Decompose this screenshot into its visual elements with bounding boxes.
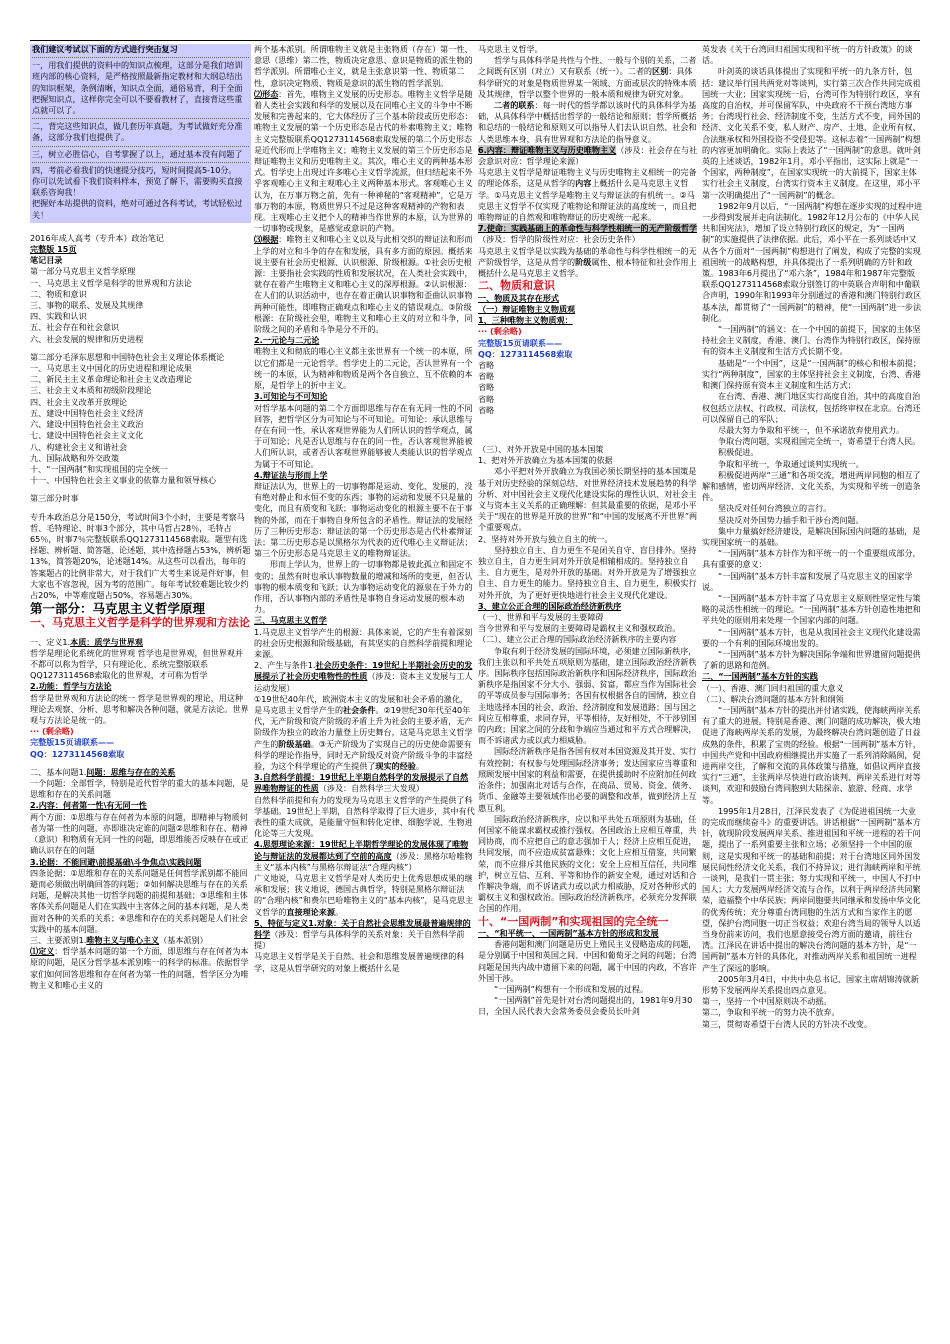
mission-title: 7.使命：实践基础上的革命性与科学性相统一的无产阶级哲学 <box>478 223 698 234</box>
paragraph: 坚决反对外国势力插手和干涉台湾问题。 <box>718 514 864 525</box>
mission-heading <box>478 223 699 245</box>
relation-paragraph <box>478 100 699 145</box>
paragraph: 1、把对外开放确立为基本国策的依据 <box>478 455 613 466</box>
content-heading <box>478 145 699 167</box>
paragraph: 马克思主义哲学。 <box>478 44 543 54</box>
notice-line: 你可以先试看下我们资料样本，预览了解下，需要购买直接联系咨询我！ <box>32 176 243 198</box>
text: ①19世纪40年代，欧洲资本主义的发展和社会矛盾的激化，是马克思主义哲学产生的 <box>254 693 469 715</box>
paragraph: “一国两制”构想有一个形成和发展的过程。 <box>494 984 649 995</box>
paragraph: 当今世界和平与发展的主要障碍是霸权主义和强权政治。 <box>478 623 681 634</box>
paragraph: 国际经济新秩序是指各国有权对本国资源及其开发、实行有效控制；有权参与处理国际经济事务；发达国家应当尊重和照顾发展中国家的利益和需要，在提供援助时不应附加任何政治条件；加强南北对话与合作，在商品、贸易、资金、债务、货币、金融等主要领域作出必要的调整和改革，做到经济上互惠互利。 <box>478 746 697 813</box>
toc-item: 十、“一国两制”和实现祖国的完全统一 <box>30 463 168 474</box>
school-tail: （基本派别） <box>159 934 208 945</box>
paragraph: 2005年3月4日，中共中央总书记、国家主席胡锦涛就新形势下发展两岸关系提出四点意见。 <box>702 973 919 996</box>
text: ：每一时代的哲学都以该时代的具体科学为基础，从具体科学中概括出哲学的一般结论和原则；哲学所概括和总结的一般结论和原则又可以指导人们去认识自然、社会和人类思维本身，具有世界观和方法论的指导意义。 <box>478 100 697 144</box>
text: 广义地说，马克思主义哲学是对人类历史上优秀思想成果的继承和发展；狭义地说，德国古典哲学，特别是黑格尔辩证法的“合理内核”和费尔巴哈唯物主义的“基本内核”，是马克思主义哲学的 <box>254 873 474 917</box>
paragraph: “一国两制”基本方针丰富和发展了马克思主义的国家学说。 <box>702 570 913 592</box>
object-body: 马克思主义哲学是关于自然、社会和思维发展普遍规律的科学，这是从哲学研究的对象上概括什么是 <box>254 951 465 973</box>
paragraph: “一国两制”的涵义：在一个中国的前提下，国家的主体坚持社会主义制度，香港、澳门、台湾作为特别行政区，保持原有的资本主义制度和生活方式长期不变。 <box>702 324 921 357</box>
paragraph: “一国两制”基本方针为解决国际争端和世界遗留问题提供了新的思路和范例。 <box>702 648 921 671</box>
def-lead: 一、定义1. <box>30 636 71 647</box>
toc-item: 四、社会主义改革开放理论 <box>30 396 128 407</box>
dialectics-body: 辩证法认为，世界上的一切事物都是运动、变化、发展的，没有绝对静止和永恒不变的东西；事物的运动和发展不只是量的变化，而且有质变和飞跃；事物运动变化的根源主要不在于事物的外部，而在于事物自身所包含的矛盾性。辩证法的发展经历了三种历史形态：辩证法的第一个历史形态是古代朴素辩证法；第二历史形态是以黑格尔为代表的近代唯心主义辩证法；第三个历史形态是马克思主义的唯物辩证法。 <box>254 480 473 559</box>
omitted-marker: ··· (剩余略) <box>30 726 74 737</box>
basic-problem-heading <box>30 767 251 778</box>
text: 哲学与具体科学是共性与个性、一般与个别的关系，二者之间既有区别（对立）又有联系（统一）。二者的 <box>478 55 697 77</box>
notice-line: 三，树立必胜信心，自考掌握了以上，通过基本没有问题了 <box>32 148 243 159</box>
section1-heading: 一、马克思主义哲学是科学的世界观和方法论 <box>30 616 250 630</box>
function-heading: 2.功能：哲学与方法论 <box>30 681 112 692</box>
paragraph: 国际政治经济新秩序，应以和平共处五项原则为基础，任何国家不能谋求霸权或推行强权。各国政治上应相互尊重，共同协商，而不应把自己的意志强加于人；经济上应相互促进，共同发展，而不应造成贫富悬殊；文化上应相互借鉴，共同繁荣，而不应排斥其他民族的文化；安全上应相互信任，共同维护，树立互信、互利、平等和协作的新安全观，通过对话和合作解决争端，而不诉诸武力或以武力相威胁，反对各种形式的霸权主义和强权政治。国际政治经济新秩序，必须充分发挥联合国的作用。 <box>478 813 697 914</box>
paragraph: 1982年9月以后，“一国两制”构想在逐步实现的过程中进一步得到发展并走向法制化。1982年12月公布的《中华人民共和国宪法》，增加了设立特别行政区的规定，为“一国两制”的实施提供了法律依据。此后，邓小平在一系列谈话中又从各个方面对“一国两制”构想进行了阐发，构成了完整的实现祖国统一的战略构想，并具体提出了一系列明确的方针和政策。1983年6月提出了“邓六条”，1984年和1987年完整版联系QQ1273114568索取分别签订的中英联合声明和中葡联合声明，1990年和1993年分别通过的香港和澳门特别行政区基本法，都贯彻了“一国两制”的精神，使“一国两制”进一步法制化。 <box>702 200 923 323</box>
notice-line: 二，背完这些知识点，做几套历年真题，为考试做好充分准备，这部分我们也提供了。 <box>32 121 243 143</box>
notice-divider <box>32 118 249 119</box>
column-4 <box>702 44 923 1334</box>
toc-item: 五、社会存在和社会意识 <box>30 322 120 333</box>
keyword: 社会条件 <box>343 704 376 715</box>
notice-title: 我们建议考试以下面的方式进行突击复习 <box>32 44 178 54</box>
toc-item: 九、国际战略和外交政策 <box>30 452 120 463</box>
keyword: 阶级 <box>575 256 592 267</box>
theory-title: 4.思想理论来源：19世纪上半期哲学理论的发展体现了唯物论与辩证法的发展都达到了空前的高度 <box>254 839 469 861</box>
science-title: 3.自然科学前提：19世纪上半期自然科学的发展提示了自然界唯物辩证的性质 <box>254 772 469 794</box>
content-body: 两个方面：①思维与存在何者为本原的问题，即精神与物质何者为第一性的问题，亦即谁决定谁的问题②思维和存在、精神（意识）和物质有无同一性的问题，即思维能否反映存在或正确认识存在的问题 <box>30 811 249 856</box>
toc-item: 八、构建社会主义和谐社会 <box>30 441 128 452</box>
text: 。③无产阶级为了实现自己的历史使命需要有科学的理论作指导，同时无产阶级反对资产阶级斗争的丰富经验，为这个科学理论的产生提供了 <box>254 738 473 771</box>
monism-body: 唯物主义和彻底的唯心主义都主张世界有一个统一的本原，所以它们都是一元论哲学。哲学史上的二元论，否认世界有一个统一的本原，认为精神和物质是两个各自独立、互不依赖的本原，是哲学上的折中主义。 <box>254 346 473 391</box>
paragraph: （一）、香港、澳门回归祖国的重大意义 <box>702 682 844 693</box>
science-tail: （涉及：自然科学三大发现） <box>318 783 424 794</box>
forms-text: ：首先，唯物主义发展的历史形态。唯物主义哲学是随着人类社会实践和科学的发展以及在同唯心主义的斗争中不断发展和完善起来的，它大体经历了三个基本阶段或历史形态：唯物主义发展的第一个历史形态是古代的朴素唯物主义；唯物主义完整版联系QQ1273114568索取发展的第二个历史形态是近代形而上学唯物主义；唯物主义发展的第三个历史形态是辩证唯物主义和历史唯物主义。其次，唯心主义的两种基本形式。哲学史上出现过许多唯心主义哲学流派，但归结起来不外乎客观唯心主义和主观唯心主义两种基本形式。客观唯心主义认为，在万事万物之前，先有一种神秘的“客观精神”，它是万事万物的本原，物质世界只不过是这种客观精神的产物和表现。主观唯心主义把个人的精神当作世界的本原，认为世界的一切事物或现象，是感觉或意识的产物。 <box>254 88 473 234</box>
theory-tail: （涉及：黑格尔哈唯物主义“基本内核”与黑格尔辩证法“合理内核”） <box>254 850 473 872</box>
forms-paragraph <box>254 89 475 235</box>
keyword: 内容 <box>575 178 592 189</box>
edition-label: 完整版 15页 <box>30 244 77 255</box>
definition-body: 哲学是理论化系统化的世界观 哲学也是世界观，但世界观并不都可以称为哲学，只有理论化、系统完整版联系QQ1273114568索取化的世界观，才可称为哲学 <box>30 647 244 681</box>
part2-title: 第二部分毛泽东思想和中国特色社会主义理论体系概论 <box>30 351 225 362</box>
notice-divider <box>32 162 249 163</box>
paragraph: 第二，争取和平统一的努力决不放弃。 <box>702 1007 840 1018</box>
def-title: 本质：质学与世界观 <box>70 636 143 647</box>
omitted-line: 省略 <box>478 393 495 404</box>
paragraph: 第一，坚持一个中国原则决不动摇。 <box>702 996 832 1007</box>
paragraph: 两个基本派别。所谓唯物主义就是主张物质（存在）第一性、意思（思维）第二性，物质决定意思、意识是物质的派生物的哲学派别。所谓唯心主义，就是主张意识第一性、物质第二性，意识决定物质、物质是意识的派生物的哲学派别。 <box>254 44 473 88</box>
paragraph: 尽最大努力争取和平统一，但不承诺放弃使用武力。 <box>718 424 905 435</box>
paragraph: （二）、建立公正合理的国际政治经济新秩序的主要内容 <box>478 634 677 645</box>
school-title: 唯物主义与唯心主义 <box>86 934 160 945</box>
science-heading <box>254 772 475 794</box>
doc-title: 2016年成人高考（专升本）政治笔记 <box>30 232 164 243</box>
toc-item: 六、建设中国特色社会主义政治 <box>30 419 144 430</box>
roots-label: ⑶根据 <box>254 234 279 245</box>
study-notice <box>30 44 251 223</box>
forms-label: ⑵形态 <box>254 88 279 99</box>
content-tail: （涉及：社会存在与社会意识对应：哲学理论来源） <box>478 144 698 167</box>
paragraph: 基础是“一个中国”，这是“一国两制”的核心和根本前提；实行“两种制度”，国家的主体坚持社会主义制度，台湾、香港和澳门保持原有资本主义制度和生活方式； <box>702 357 921 391</box>
function-body: 哲学是世界观和方法论的统一 哲学是世界观的理论，用这种理论去观察、分析、思考和解决各种问题，就是方法论。世界观与方法论是统一的。 <box>30 692 249 726</box>
omitted-line: 省略 <box>478 404 495 415</box>
paragraph: 争取有利于经济发展的国际环境，必须建立国际新秩序，我们主张以和平共处五项原则为基础，建立国际政治经济新秩序。国际秩序包括国际政治新秩序和国际经济秩序，国际政治新秩序是指国家不分大小、强弱、贫富，都应当作为国际社会的平等成员参与国际事务；各国有权根据各自的国情，独立自主地选择本国的社会、政治、经济制度和发展道路；国与国之间应互相尊重，求同存异，平等相待，友好相处，不干涉别国的内政；国家之间的分歧和争端应当通过和平方式合理解决，而不诉诸武力或以武力相威胁。 <box>478 645 697 746</box>
basic-title: 问题：思维与存在的关系 <box>86 766 176 777</box>
subheading: （一）辩证唯物主义物质观 <box>478 303 576 314</box>
paragraph: 第三，贯彻寄希望于台湾人民的方针决不改变。 <box>702 1018 872 1029</box>
paragraph: 争取台湾问题，实现祖国完全统一，寄希望于台湾人民。 <box>718 436 921 447</box>
text: 上概括什么是马克思主义哲学。①马克思主义哲学是唯物主义与辩证法的有机统一。②马克思主义哲学不仅实现了唯物论和辩证法的高度统一，而且把唯物辩证的自然观和唯物辩证的历史观统一起来。 <box>478 178 697 223</box>
paragraph: 争取和平统一，争取通过谈判实现统一。 <box>718 458 864 469</box>
intro-paragraph: 专升本政治总分是150分，考试时间3个小时，主要是考察马哲、毛特理论、时事3个部分，其中马哲占28％，毛特占65％，时事7％完整版联系QQ1273114568索取。题型有选择题、辨析题、简答题、论述题，其中选择题占53%，辨析题13%，简答题20%，论述题14%。从这些可以看出，每年的答案题占的比例非常大，对于我们广大考生来说是件好事，但大家也不容忽视，因为考的范围广。每年考试较难题比较少约占20%，中等难度题占50%，容易题占30%。 <box>30 511 251 600</box>
toc-item: 七、建设中国特色社会主义文化 <box>30 430 144 441</box>
mission-tail: （涉及：哲学的阶级性对应：社会历史条件） <box>478 234 640 245</box>
content-heading: 2.内容：何者第一性\有无同一性 <box>30 800 147 811</box>
top-rule <box>30 40 920 41</box>
column-3 <box>478 44 699 1334</box>
paragraph: （二）、解决台湾问题的基本方针和纲领 <box>702 693 844 704</box>
school-heading <box>30 935 251 946</box>
qq-contact: QQ：1273114568索取 <box>478 348 573 359</box>
paragraph: 坚持独立自主、自力更生不是闭关自守、盲目排外。坚持独立自主，自力更生同对外开放是相辅相成的。坚持独立自主、自力更生，是对外开放的基础。对外开放是为了增强独立自主、自力更生的能力。坚持独立自主、自力更生，积极实行对外开放，为了更好更快地进行社会主义现代化建设。 <box>478 544 697 600</box>
keyword: 二者的联系 <box>494 100 535 111</box>
text: 马克思主义哲学是辩证唯物主义与历史唯物主义相统一的完备的理论体系，这是从哲学的 <box>478 167 697 189</box>
notes-label: 笔记目录 <box>30 255 63 266</box>
argument-body: 四条论据：①思维和存在的关系问题是任何哲学派别都不能回避而必须做出明确回答的问题；②如何解决思维与存在的关系问题，是解决其他一切哲学问题的前提和基础；③思维和主体客体关系问题是人们在实践中主客体之间的基本问题，是人类面对各种的关系的关系；④思维和存在的关系问题是人们社会实践中的基本问题。 <box>30 867 249 934</box>
toc-item: 三、社会主义本质和初级阶段理论 <box>30 385 152 396</box>
column-1 <box>30 44 251 1334</box>
paragraph: “一国两制”基本方针，也是从我国社会主义现代化建设需要的一个有利的国际环境出发的。 <box>702 626 921 648</box>
paragraph: （三）、对外开放是中国的基本国策 <box>478 444 604 454</box>
paragraph: 2、坚持对外开放与独立自主的统一。 <box>478 533 613 544</box>
object-tail: （涉及：哲学与具体科学的关系对象：关于自然科学前提） <box>254 929 465 951</box>
toc-item: 一、马克思主义中国化的历史进程和理论成果 <box>30 363 192 374</box>
omitted-line: 省略 <box>478 371 495 382</box>
omitted-line: 省略 <box>478 359 495 370</box>
paragraph: 邓小平把对外开放确立为我国必须长期坚持的基本国策是基于对历史经验的深刻总结、对世界经济技术发展趋势的科学分析、对中国社会主义现代化建设实际的理性认识、对社会主义与资本主义关系的正确理解：但其最重要的依据，是邓小平关于“现在的世界是开放的世界”和“中国的发展离不开世界”两个重要观点。 <box>478 466 698 533</box>
keyword: 直接理论来源 <box>286 906 335 917</box>
paragraph: 集中力量搞好经济建设，是解决国际国内问题的基础，是实现国家统一的基础。 <box>702 525 921 547</box>
paragraph: 积极促进。 <box>718 447 759 458</box>
omitted-line: 省略 <box>478 382 495 393</box>
text: 马克思主义哲学是以实践为基础的革命性与科学性相统一的无产阶级哲学，这是从哲学的 <box>478 245 697 267</box>
qq-contact: QQ：1273114568索取 <box>30 748 125 759</box>
mission-body <box>478 246 699 280</box>
knowability-body: 对哲学基本问题的第二个方面即思维与存在有无同一性的不同回答，把哲学区分为可知论与不可知论。可知论：承认思维与存在有同一性，承认客观世界能为人们所认识的哲学观点，属于可知论；凡是否认思维与存在的同一性，否认客观世界能被人们所认识，或者否认客观世界能够被人类能认识的哲学观点为属于不可知论。 <box>254 402 473 469</box>
paragraph: 叶剑英的谈话具体提出了实现和平统一的九条方针，包括：建议举行国共两党对等谈判，实行第三次合作共同完成祖国统一大业；国家实现统一后，台湾可作为特别行政区，享有高度的自治权，并可保留军队，中央政府不干预台湾地方事务；台湾现行社会、经济制度不变，生活方式不变，同外国的经济、文化关系不变，私人财产、房产、土地、企业所有权、合法继承权和外国投资不受侵犯等。这标志着“一国两制”构想的内容更加明确化。实际上表达了“一国两制”的意思。就叶剑英的上述谈话，1982年1月，邓小平指出，这实际上就是“一个国家，两种制度”，在国家实现统一的大前提下，国家主体实行社会主义制度，台湾实行资本主义制度。在这里，邓小平第一次明确提出了“一国两制”的概念。 <box>702 66 921 200</box>
theory-body: 广义地说，马克思主义哲学是对人类历史上优秀思想成果的继承和发展；狭义地说，德国古典哲学，特别是黑格尔辩证法的“合理内核”和费尔巴哈唯物主义的“基本内核”，是马克思主义哲学的直接理论来源。 <box>254 873 474 917</box>
notice-line: 把握好本站提供的资料，绝对可通过各科考试，考试轻松过关！ <box>32 198 243 220</box>
def-label: ⑴定义 <box>30 946 55 957</box>
school-lead: 三、主要派别1. <box>30 934 87 945</box>
paragraph: 积极促进两岸“三通”和各项交流，增进两岸同胞的相互了解和感情，密切两岸经济、文化关系，为实现和平统一创造条件。 <box>702 469 921 503</box>
def-text: ：哲学基本问题的第一个方面，即思维与存在何者为本原的问题，是区分哲学基本派别唯一的科学的标准。依据哲学家们如何回答思维和存在何者为第一性的问题，哲学区分为唯物主义和唯心主义的 <box>30 946 249 990</box>
contact-line: 完整版15页请联系—— <box>478 337 563 348</box>
toc-item: 一、马克思主义哲学是科学的世界观和方法论 <box>30 277 192 288</box>
subheading: 1、三种唯物主义物质观： <box>478 315 573 326</box>
paragraph: 英发表《关于台湾回归祖国实现和平统一的方针政策》的谈话。 <box>702 44 913 66</box>
knowability-heading: 3.可知论与不可知论 <box>254 391 328 402</box>
omitted-marker: ··· (剩余略) <box>478 326 522 337</box>
science-body: 自然科学前提和有力的发现为马克思主义哲学的产生提供了科学基础。19世纪上半期，自然科学取得了巨大进步，其中有代表性的重大成就，是能量守恒和转化定律、细胞学说、生物进化论等三大发现。 <box>254 794 475 839</box>
paragraph: （一）、世界和平与发展的主要障碍 <box>478 612 604 623</box>
paragraph: 坚决反对任何台湾独立的言行。 <box>718 503 832 514</box>
toc-item: 四、实践和认识 <box>30 311 87 322</box>
conditions-title: 社会历史条件：19世纪上半期社会历史的发展提示了社会历史唯物性的性质 <box>254 660 473 682</box>
conditions-body: ①19世纪40年代，欧洲资本主义的发展和社会矛盾的激化，是马克思主义哲学产生的社会条件。②19世纪30年代至40年代，无产阶级和资产阶级的矛盾上升为社会的主要矛盾，无产阶级作为独立的政治力量登上历史舞台，这是马克思主义哲学产生的阶级基础。③无产阶级为了实现自己的历史使命需要有科学的理论作指导，同时无产阶级反对资产阶级斗争的丰富经验，为这个科学理论的产生提供了现实的经验。 <box>254 693 473 771</box>
toc-item: 六、社会发展的规律和历史进程 <box>30 333 144 344</box>
argument-heading: 3.论据：不能回避\前提基础\斗争焦点\实践问题 <box>30 856 202 867</box>
order-heading: 3、建立公正合理的国际政治经济新秩序 <box>478 600 622 611</box>
paragraph: 香港问题和澳门问题是历史上殖民主义侵略造成的问题，是分别属于中国和英国之间、中国和葡萄牙之间的问题；台湾问题是国共内战中遗留下来的问题，属于中国的内政，不容许外国干涉。 <box>478 939 697 983</box>
relation-paragraph <box>478 55 699 100</box>
paragraph: “一国两制”基本方针的提出并付诸实践，使海峡两岸关系有了重大的进展。特别是香港、澳门问题的成功解决，极大地促进了海峡两岸关系的发展，为最终解决台湾问题创造了日益成熟的条件，积累了宝贵的经验。根据“一国两制”基本方针，中国共产党和中国政府相继提出并实施了一系列消除隔阂，促进两岸交往，了解和交流的具体政策与措施，如倡议两岸直接实行“三通”，主张两岸尽快进行政治谈判、两岸关系进行对等谈判，欢迎和鼓励台湾同胞到大陆探亲、旅游、经商、求学等。 <box>702 704 921 805</box>
notice-line: 四，考前必看我们的快速提分技巧，短时间提高5-10分。 <box>32 164 237 175</box>
column-2 <box>254 44 475 1334</box>
basic-problem-body: 一个问题：全部哲学，特别是近代哲学的重大的基本问题，是思维和存在的关系问题 <box>30 778 249 800</box>
object-title: 5、特征与定义1.对象：关于自然社会思维发展最普遍规律的科学 <box>254 917 471 940</box>
keyword: 区别 <box>652 66 669 77</box>
paragraph: “一国两制”基本方针作为和平统一的一个重要组成部分，具有重要的意义： <box>702 548 921 570</box>
paragraph: 1995年1月28日，江泽民发表了《为促进祖国统一大业的完成而继续奋斗》的重要讲话。讲话根据“一国两制”基本方针，就现阶段发展两岸关系、推进祖国和平统一进程的若干问题，提出了一系列重要主张和立场；必须坚持一个中国的原则，这是实现和平统一的基础和前提；对于台湾地区同外国发展民间性经济文化关系，我们不持异议；进行海峡两岸和平统一谈判，是我们一贯主张；努力实现和平统一，中国人不打中国人；大力发展两岸经济交流与合作，以利于两岸经济共同繁荣，造福整个中华民族；两岸同胞要共同继承和发扬中华文化的优秀传统；充分尊重台湾同胞的生活方式和当家作主的愿望，保护台湾同胞一切正当权益；欢迎台湾当局的领导人以适当身份前来访问，我们也愿意接受台湾方面的邀请，前往台湾。江泽民在讲话中提出的解决台湾问题的基本方针，是“一国两制”基本方针的具体化，对推动两岸关系和祖国统一进程产生了深远的影响。 <box>702 805 921 973</box>
section2-heading: 二、物质和意识 <box>478 279 555 293</box>
keyword: 现实的经验 <box>375 761 416 771</box>
conditions-lead: 2、产生与条件1. <box>254 660 316 671</box>
definition-paragraph <box>30 946 251 991</box>
paragraph: “一国两制”基本方针丰富了马克思主义原则性坚定性与策略的灵活性相统一的理论。“一国两制”基本方针创造性地把和平共处的原则用来处理一个国家内部的问题。 <box>702 592 921 626</box>
paragraph: “一国两制”首先是针对台湾问题提出的，1981年9月30日，全国人民代表大会常务委员会委员长叶剑 <box>478 995 693 1017</box>
content-body <box>478 167 699 223</box>
subheading: 一、物质及其存在形式 <box>478 292 559 303</box>
text: ：具体科学研究的对象是物质世界某一领域、方面或层次的特殊本质及其规律，哲学以整个世界的一般本质和规律为研究对象。 <box>478 66 697 99</box>
roots-paragraph <box>254 234 475 335</box>
notice-line: 一，用我们提供的资料中的知识点梳理，这部分是我们培训班内部的核心资料，是严格按照最新指定教材和大纲总结出的知识框架，条例清晰，知识点全面，通俗易背，利于全面把握知识点，这样你完全可以不要看教材了，直接背这些重点就可以了。 <box>32 60 243 116</box>
toc-item: 十一、中国特色社会主义事业的依靠力量和领导核心 <box>30 475 217 486</box>
roots-text: ：唯物主义和唯心主义以及与此相交织的辩证法和形而上学的对立和斗争的存在和发展，具有多方面的原因。概括来说主要有社会历史根源、认识根源、阶级根源。①社会历史根源：主要指社会实践的性质和发展状况，在人类社会实践中，就存在着产生唯物主义和唯心主义的深厚根源。②认识根源：在人们的认识活动中，也存在着正确认识事物和歪曲认识事物两种可能性，即唯物正确观点和唯心主义的错误观点。③阶级根源：在阶级社会里，唯物主义和唯心主义的对立和斗争，同阶级之间的矛盾和斗争是分不开的。 <box>254 234 473 335</box>
part3-title: 第三部分时事 <box>30 493 79 504</box>
marxism-heading: 三、马克思主义哲学 <box>254 615 327 626</box>
toc-item: 二、物质和意识 <box>30 288 87 299</box>
dialectics-heading: 4.辩证法与形而上学 <box>254 469 328 480</box>
toc-item: 二、新民主主义革命理论和社会主义改造理论 <box>30 374 192 385</box>
basic-lead: 二、基本问题1. <box>30 766 87 777</box>
part1-heading: 第一部分：马克思主义哲学原理 <box>30 601 206 617</box>
text: 属性、根本特征和社会作用上概括什么是马克思主义哲学。 <box>478 256 697 279</box>
theory-heading <box>254 839 475 873</box>
subheading: 一、“和平统一、一国两制”基本方针的形成和发展 <box>478 928 659 939</box>
practice-heading: 二、“一国两制”基本方针的实践 <box>702 671 818 682</box>
toc-item: 五、建设中国特色社会主义经济 <box>30 407 144 418</box>
text: 。②19世纪30年代至40年代，无产阶级和资产阶级的矛盾上升为社会的主要矛盾，无产阶级作为独立的政治力量登上历史舞台，这是马克思主义哲学产生的 <box>254 704 473 749</box>
notice-divider <box>32 146 249 147</box>
marxism-body: 1.马克思主义哲学产生的根源：具体来说，它的产生有着深刻的社会历史根源和阶级基础，有其坚实的自然科学前提和理论来源。 <box>254 626 473 659</box>
content-title: 6.内容：辩证唯物主义与历史唯物主义 <box>478 144 617 155</box>
metaphysics-body: 形而上学认为，世界上的一切事物都是彼此孤立和固定不变的；虽然有时也承认事物数量的增减和场所的变更，但否认事物的根本质变和飞跃；认为事物运动变化的源泉在于外力的作用，否认事物内部的矛盾性是事物自身运动发展的根本动力。 <box>254 559 473 615</box>
notice-divider <box>32 57 249 58</box>
contact-line: 完整版15页请联系—— <box>30 737 115 748</box>
conditions-tail: （涉及：资本主义发展与工人运动发展） <box>254 671 473 693</box>
object-heading <box>254 918 475 952</box>
paragraph: 在台湾、香港、澳门地区实行高度自治，其中的高度自治权包括立法权、行政权、司法权，包括终审权在北京。台湾还可以保留自己的军队； <box>702 391 921 424</box>
monism-heading: 2.一元论与二元论 <box>254 335 320 346</box>
section10-heading: 十、“一国两制”和实现祖国的完全统一 <box>478 914 669 928</box>
keyword: 阶级基础 <box>278 738 311 749</box>
definition-heading <box>30 637 251 648</box>
toc-item: 三、事物的联系、发展及其规律 <box>30 300 144 311</box>
conditions-heading <box>254 660 475 694</box>
part1-title: 第一部分马克思主义哲学原理 <box>30 266 136 277</box>
